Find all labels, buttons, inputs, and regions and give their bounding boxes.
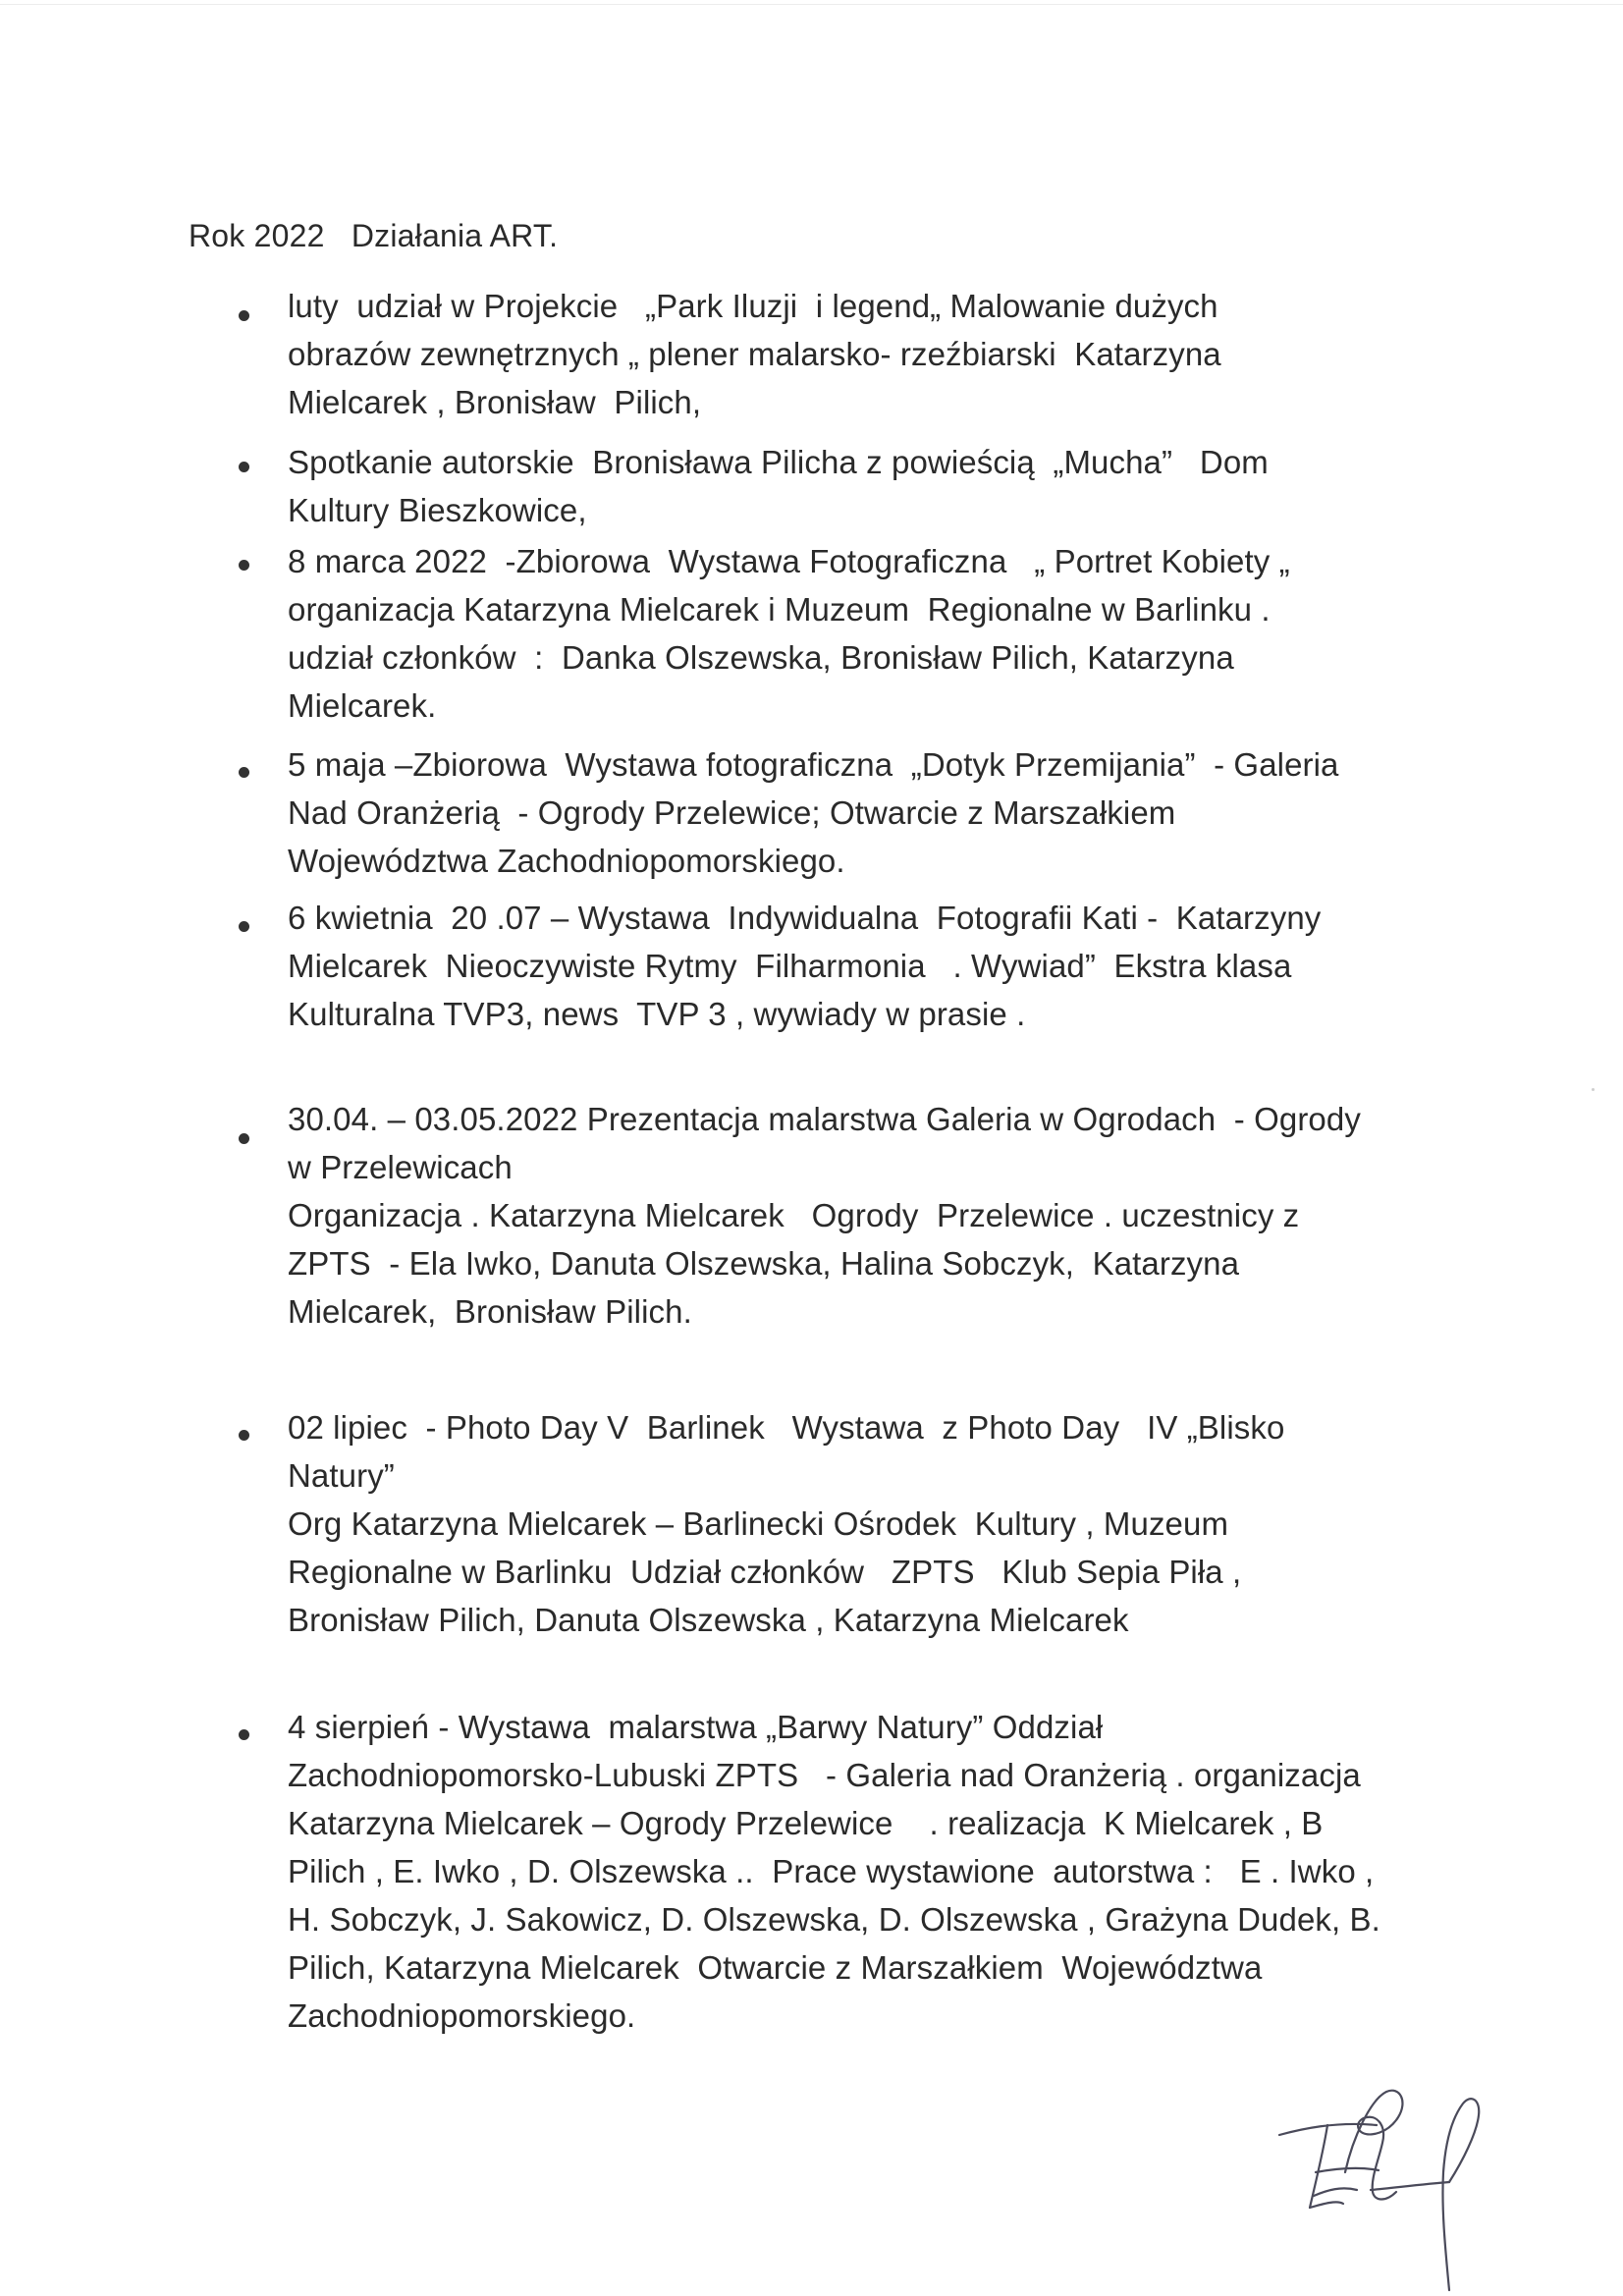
list-item xyxy=(245,1703,1473,2040)
entry-line: Kultury Bieszkowice, xyxy=(288,492,587,528)
list-item xyxy=(245,740,1473,885)
entry-line: 5 maja –Zbiorowa Wystawa fotograficzna „Dotyk Przemijania” - Galeria xyxy=(288,746,1339,783)
entry-line: Regionalne w Barlinku Udział członków ZPTS Klub Sepia Piła , xyxy=(288,1554,1242,1590)
bullet-icon xyxy=(239,1729,249,1740)
entry-line: ZPTS - Ela Iwko, Danuta Olszewska, Halina Sobczyk, Katarzyna xyxy=(288,1245,1240,1282)
entry-line: Natury” xyxy=(288,1457,395,1494)
scan-edge-line xyxy=(0,4,1623,5)
scan-speck xyxy=(1592,1088,1595,1091)
document-title: Rok 2022 Działania ART. xyxy=(189,218,559,253)
entry-line: udział członków : Danka Olszewska, Bronisław Pilich, Katarzyna xyxy=(288,639,1234,676)
bullet-icon xyxy=(239,462,249,472)
list-item xyxy=(245,894,1473,1038)
entry-line: Mielcarek, Bronisław Pilich. xyxy=(288,1293,692,1330)
bullet-icon xyxy=(239,1133,249,1144)
entry-line: 30.04. – 03.05.2022 Prezentacja malarstwa Galeria w Ogrodach - Ogrody xyxy=(288,1101,1361,1137)
entry-line: 4 sierpień - Wystawa malarstwa „Barwy Natury” Oddział xyxy=(288,1709,1104,1745)
entry-line: Pilich, Katarzyna Mielcarek Otwarcie z Marszałkiem Województwa xyxy=(288,1949,1263,1986)
entry-line: Org Katarzyna Mielcarek – Barlinecki Ośrodek Kultury , Muzeum xyxy=(288,1505,1229,1542)
entry-line: 02 lipiec - Photo Day V Barlinek Wystawa z Photo Day IV „Blisko xyxy=(288,1409,1285,1446)
bullet-icon xyxy=(239,921,249,932)
list-item xyxy=(245,438,1473,534)
entry-line: Mielcarek Nieoczywiste Rytmy Filharmonia . Wywiad” Ekstra klasa xyxy=(288,948,1292,984)
entry-line: 6 kwietnia 20 .07 – Wystawa Indywidualna Fotografii Kati - Katarzyny xyxy=(288,900,1322,936)
entry-line: Pilich , E. Iwko , D. Olszewska .. Prace wystawione autorstwa : E . Iwko , xyxy=(288,1853,1375,1889)
entry-line: Bronisław Pilich, Danuta Olszewska , Katarzyna Mielcarek xyxy=(288,1602,1129,1638)
entry-line: Spotkanie autorskie Bronisława Pilicha z powieścią „Mucha” Dom xyxy=(288,444,1269,480)
entry-line: Mielcarek , Bronisław Pilich, xyxy=(288,384,702,420)
bullet-icon xyxy=(239,767,249,778)
list-item xyxy=(245,1403,1473,1644)
entry-line: obrazów zewnętrznych „ plener malarsko- rzeźbiarski Katarzyna xyxy=(288,336,1221,372)
entry-line: luty udział w Projekcie „Park Iluzji i legend„ Malowanie dużych xyxy=(288,288,1218,324)
entry-line: H. Sobczyk, J. Sakowicz, D. Olszewska, D. Olszewska , Grażyna Dudek, B. xyxy=(288,1901,1380,1938)
entry-line: Zachodniopomorsko-Lubuski ZPTS - Galeria nad Oranżerią . organizacja xyxy=(288,1757,1361,1793)
bullet-icon xyxy=(239,560,249,571)
list-item xyxy=(245,537,1473,730)
bullet-icon xyxy=(239,310,249,321)
entry-line: 8 marca 2022 -Zbiorowa Wystawa Fotograficzna „ Portret Kobiety „ xyxy=(288,543,1290,579)
entry-line: Organizacja . Katarzyna Mielcarek Ogrody Przelewice . uczestnicy z xyxy=(288,1197,1300,1233)
entry-line: organizacja Katarzyna Mielcarek i Muzeum Regionalne w Barlinku . xyxy=(288,591,1271,628)
list-item xyxy=(245,1095,1473,1336)
entry-line: Mielcarek. xyxy=(288,687,437,724)
bullet-icon xyxy=(239,1430,249,1441)
entry-line: Zachodniopomorskiego. xyxy=(288,1997,636,2034)
entry-line: Kulturalna TVP3, news TVP 3 , wywiady w prasie . xyxy=(288,996,1026,1032)
entry-line: w Przelewicach xyxy=(288,1149,513,1185)
entry-line: Nad Oranżerią - Ogrody Przelewice; Otwarcie z Marszałkiem xyxy=(288,794,1176,831)
list-item xyxy=(245,282,1473,426)
entry-line: Katarzyna Mielcarek – Ogrody Przelewice . realizacja K Mielcarek , B xyxy=(288,1805,1324,1841)
entry-line: Województwa Zachodniopomorskiego. xyxy=(288,843,845,879)
handwritten-signature xyxy=(1276,2082,1512,2296)
